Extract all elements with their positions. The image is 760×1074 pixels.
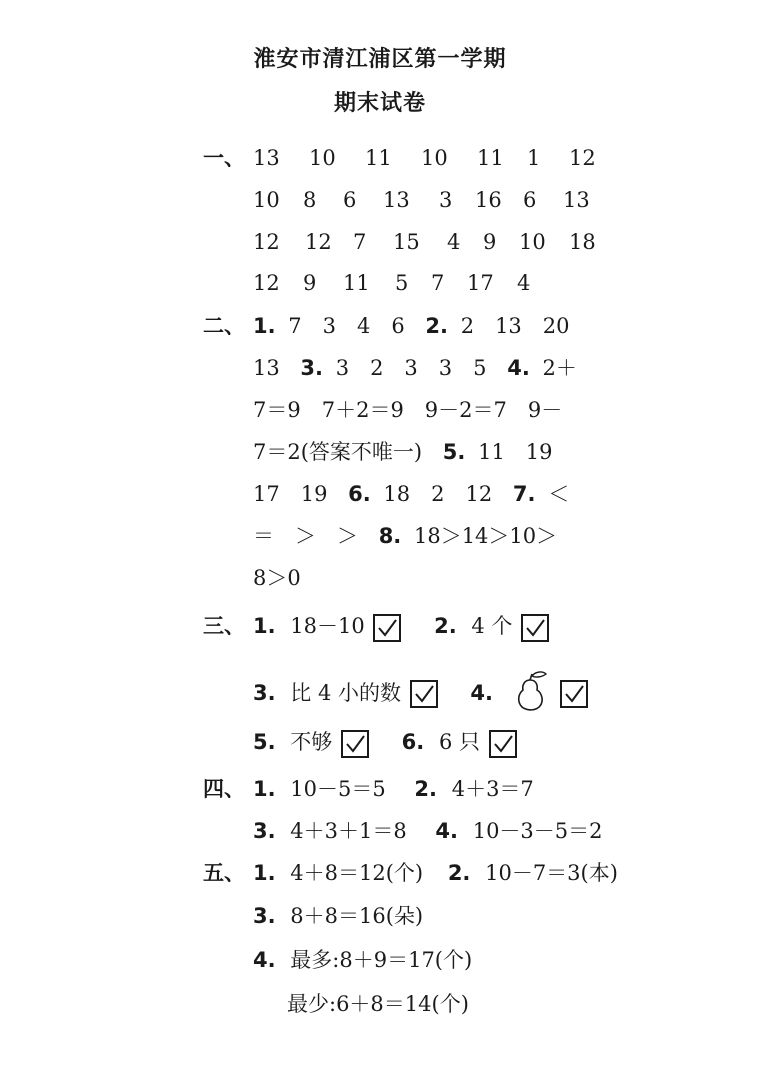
question-number: 4. [435, 819, 459, 843]
question-number: 2. [425, 314, 449, 338]
s4-line-2 [253, 816, 603, 846]
checkbox-checked [410, 680, 438, 708]
s5-line-1 [253, 858, 618, 888]
s5-line-2 [253, 901, 423, 931]
value: 9 [483, 230, 497, 254]
value: 18 [569, 230, 596, 254]
value: 4 [517, 271, 531, 295]
answer-text: 7＝2(答案不唯一) [253, 440, 423, 464]
checkmark-icon [524, 617, 546, 639]
answer-text: 10－5＝5 [290, 777, 386, 801]
value: 10 [253, 188, 280, 212]
answer-text: 18＞14＞10＞ [413, 524, 558, 548]
page-subtitle: 期末试卷 [333, 91, 426, 116]
checkmark-icon [413, 683, 435, 705]
answer-text: 13 [253, 356, 280, 380]
checkmark-icon [344, 733, 366, 755]
value: 12 [569, 146, 596, 170]
value: 12 [253, 271, 280, 295]
answer-text: 3 2 3 3 5 [335, 356, 487, 380]
value: 11 [477, 146, 504, 170]
checkbox-checked [489, 730, 517, 758]
value: 16 [475, 188, 502, 212]
question-number: 3. [253, 819, 276, 843]
question-number: 8. [378, 524, 402, 548]
value: 12 [305, 230, 332, 254]
question-number: 3. [253, 680, 276, 705]
checkmark-icon [492, 733, 514, 755]
checkbox-checked [341, 730, 369, 758]
section-5-label: 五、 [203, 861, 245, 885]
question-number: 6. [348, 482, 371, 506]
value: 12 [253, 230, 280, 254]
question-number: 5. [442, 440, 466, 464]
question-number: 2. [434, 614, 457, 638]
answer-text: 8＋8＝16(朵) [290, 904, 424, 928]
answer-text: 2＋ [542, 356, 577, 380]
answer-text: 4＋3＝7 [451, 777, 534, 801]
section-3-label: 三、 [203, 614, 245, 638]
question-number: 6. [401, 730, 425, 754]
s1-row-4 [253, 268, 563, 298]
s1-row-3 [253, 227, 615, 257]
value: 10 [519, 230, 546, 254]
answer-text: 4＋3＋1＝8 [290, 819, 407, 843]
value: 13 [253, 146, 280, 170]
value: 17 [467, 271, 494, 295]
value: 1 [527, 146, 541, 170]
value: 11 [365, 146, 392, 170]
answer-text: 2 13 20 [460, 314, 570, 338]
question-number: 5. [253, 730, 276, 754]
value: 5 [395, 271, 409, 295]
answer-text: ＜ [548, 482, 570, 506]
answer-text: 10－3－5＝2 [472, 819, 603, 843]
value: 6 [523, 188, 537, 212]
answer-text: 18－10 [290, 614, 365, 638]
checkmark-icon [563, 683, 585, 705]
s2-line-1 [253, 311, 570, 341]
answer-text: 最多:8＋9＝17(个) [290, 948, 473, 972]
answer-text: 11 19 [478, 440, 553, 464]
question-number: 3. [253, 904, 276, 928]
checkbox-checked [521, 614, 549, 642]
question-number: 3. [300, 356, 324, 380]
checkbox-checked [373, 614, 401, 642]
s1-row-2 [253, 185, 609, 215]
s4-line-1 [253, 774, 534, 804]
checkmark-icon [376, 617, 398, 639]
s3-line-3 [253, 727, 517, 758]
value: 6 [343, 188, 357, 212]
answer-text: 7 3 4 6 [288, 314, 405, 338]
s3-line-2 [253, 668, 588, 720]
answer-text: 18 2 12 [383, 482, 493, 506]
s2-line-4 [253, 437, 553, 467]
question-number: 7. [512, 482, 536, 506]
question-number: 2. [414, 777, 438, 801]
question-number: 4. [507, 356, 530, 380]
section-1-label: 一、 [203, 146, 245, 170]
answer-text: ＝ ＞ ＞ [253, 524, 358, 548]
pear-icon [508, 668, 552, 720]
answer-text: 4＋8＝12(个) [290, 861, 424, 885]
section-4-label: 四、 [203, 777, 245, 801]
s2-line-2 [253, 353, 577, 383]
question-number: 1. [253, 777, 276, 801]
value: 15 [393, 230, 420, 254]
answer-text: 6 只 [438, 730, 480, 754]
value: 7 [431, 271, 445, 295]
s2-line-3: 7＝9 7＋2＝9 9－2＝7 9－ [253, 398, 563, 422]
s2-line-5 [253, 479, 569, 509]
value: 7 [353, 230, 367, 254]
value: 10 [309, 146, 336, 170]
checkbox-checked [560, 680, 588, 708]
s5-line-4: 最少:6＋8＝14(个) [287, 992, 469, 1016]
question-number: 1. [253, 614, 276, 638]
page-title: 淮安市清江浦区第一学期 [253, 47, 507, 72]
section-2-label: 二、 [203, 314, 245, 338]
answer-text: 4 个 [471, 614, 513, 638]
s5-line-3 [253, 945, 472, 975]
question-number: 4. [470, 680, 493, 705]
s1-row-1 [253, 143, 615, 173]
s3-line-1 [253, 611, 549, 642]
value: 13 [383, 188, 410, 212]
value: 11 [343, 271, 370, 295]
question-number: 1. [253, 314, 276, 338]
value: 4 [447, 230, 461, 254]
value: 13 [563, 188, 590, 212]
question-number: 4. [253, 948, 276, 972]
value: 8 [303, 188, 317, 212]
value: 3 [439, 188, 453, 212]
answer-text: 17 19 [253, 482, 328, 506]
s2-line-6 [253, 521, 557, 551]
answer-text: 比 4 小的数 [290, 680, 401, 705]
question-number: 1. [253, 861, 276, 885]
value: 10 [421, 146, 448, 170]
question-number: 2. [447, 861, 471, 885]
s2-line-7: 8＞0 [253, 566, 301, 590]
answer-text: 10－7＝3(本) [485, 861, 618, 885]
answer-text: 不够 [290, 730, 333, 754]
value: 9 [303, 271, 317, 295]
